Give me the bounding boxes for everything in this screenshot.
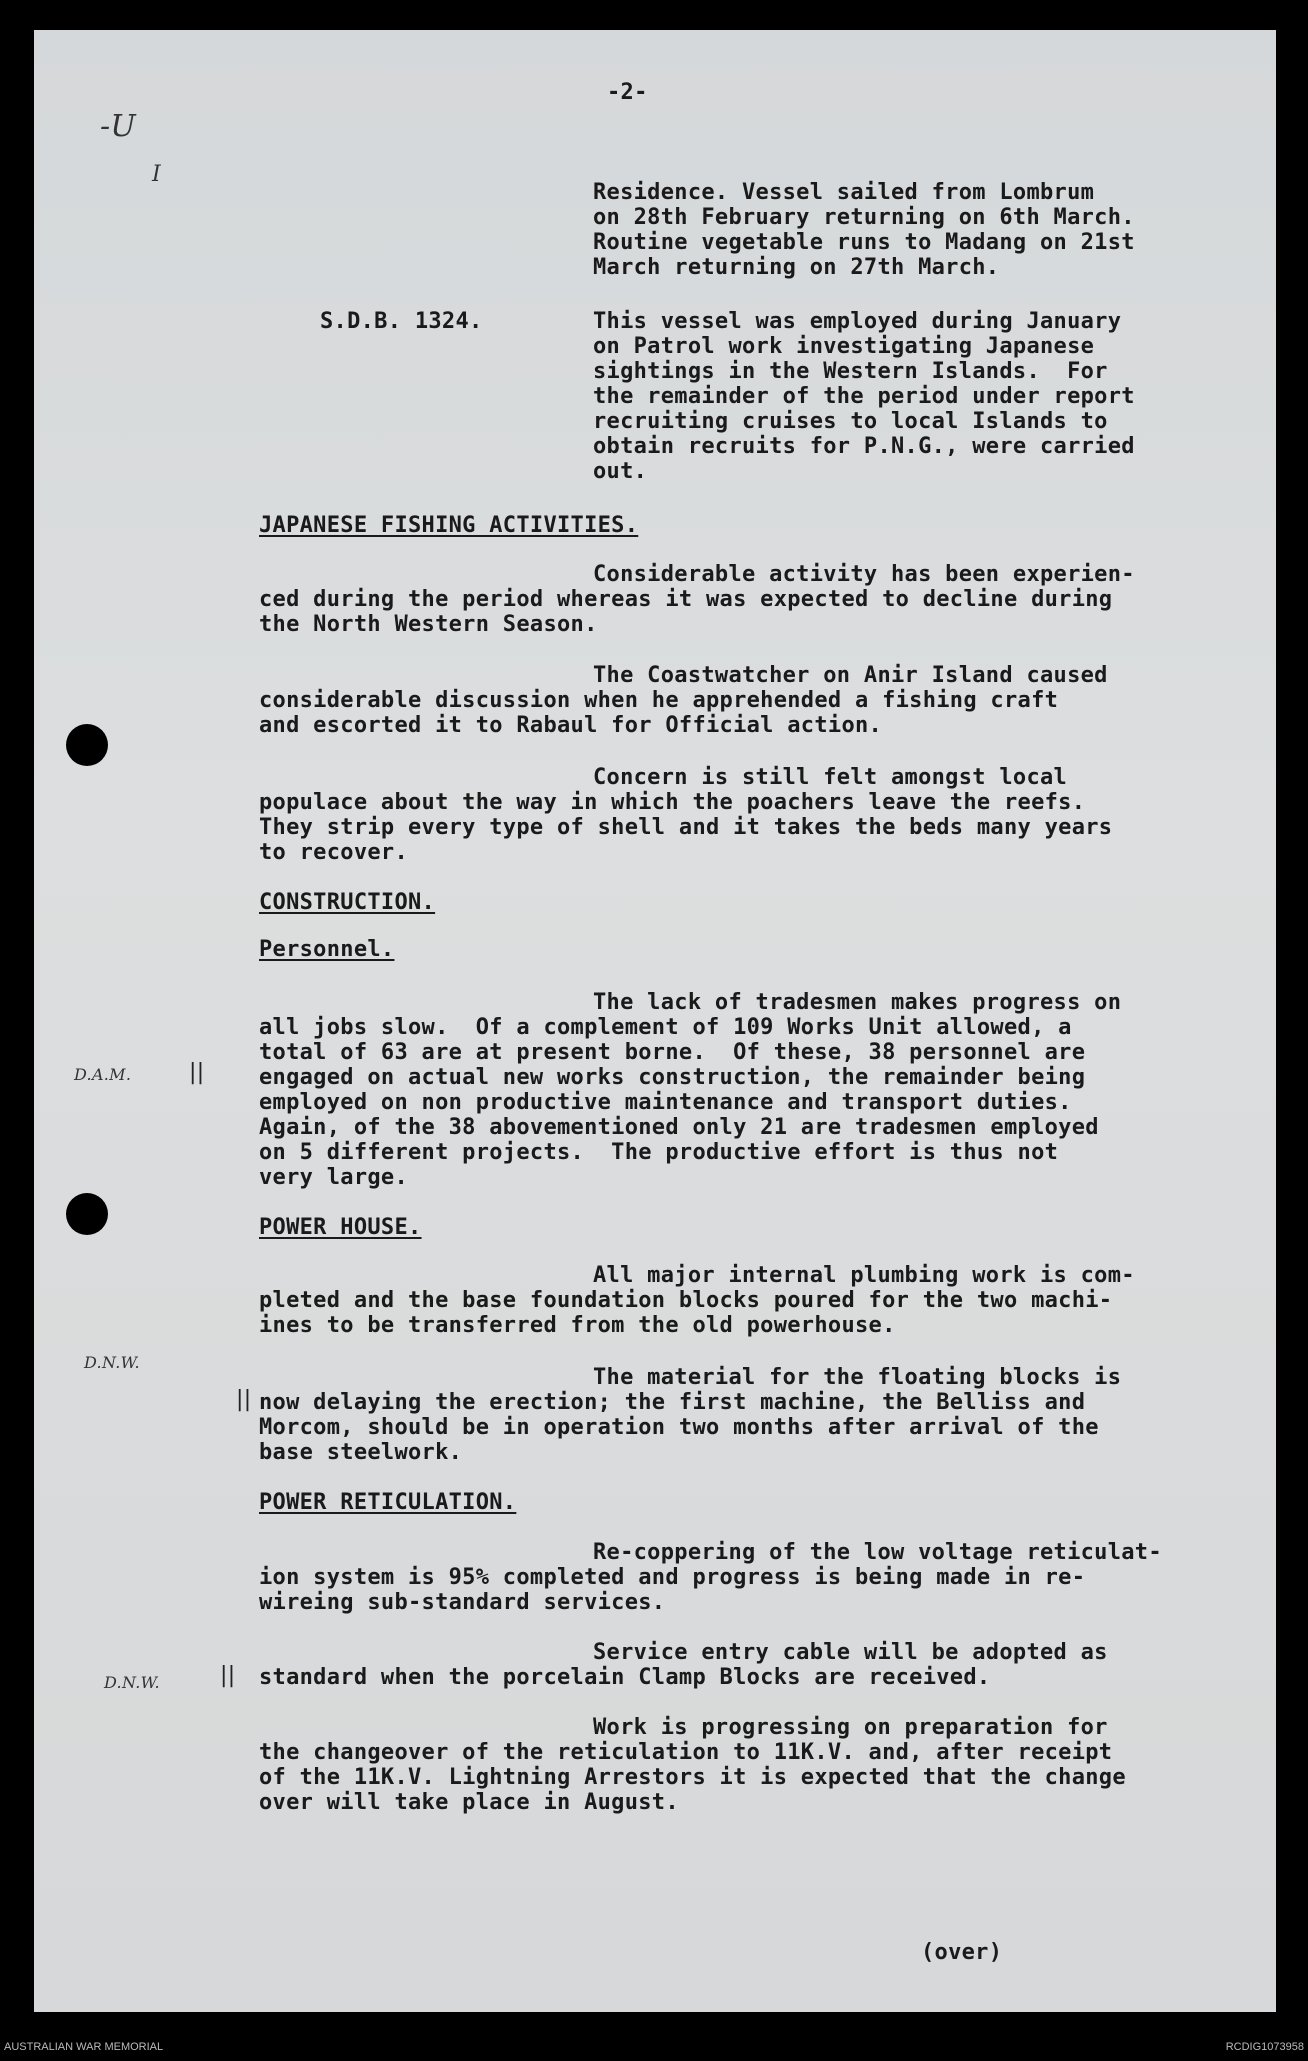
footer-record-id: RCDIG1073958 (1225, 2041, 1304, 2053)
text-line: Concern is still felt amongst local (593, 765, 1068, 790)
text-line: Again, of the 38 abovementioned only 21 are tradesmen employed (259, 1115, 1099, 1140)
footer-archive-name: AUSTRALIAN WAR MEMORIAL (4, 2041, 164, 2053)
section-heading: JAPANESE FISHING ACTIVITIES. (259, 513, 639, 538)
text-line: considerable discussion when he apprehended a fishing craft (259, 688, 1059, 713)
text-line: Considerable activity has been experien- (593, 562, 1135, 587)
text-line: The Coastwatcher on Anir Island caused (593, 663, 1108, 688)
margin-mark-tick: I (152, 162, 161, 187)
text-line: out. (593, 459, 648, 484)
text-line: the North Western Season. (259, 612, 598, 637)
binder-hole-bottom (66, 1193, 108, 1235)
margin-annotation: D.N.W. (84, 1353, 140, 1372)
text-line: very large. (259, 1165, 408, 1190)
margin-mark-top: -U (100, 109, 137, 144)
text-line: sightings in the Western Islands. For (593, 359, 1108, 384)
text-line: They strip every type of shell and it takes the beds many years (259, 815, 1113, 840)
text-line: all jobs slow. Of a complement of 109 Works Unit allowed, a (259, 1015, 1072, 1040)
text-line: on 5 different projects. The productive effort is thus not (259, 1140, 1059, 1165)
text-line: March returning on 27th March. (593, 255, 1000, 280)
text-line: of the 11K.V. Lightning Arrestors it is expected that the change (259, 1765, 1126, 1790)
section-heading: CONSTRUCTION. (259, 890, 436, 915)
text-line: standard when the porcelain Clamp Blocks are received. (259, 1665, 991, 1690)
text-line: and escorted it to Rabaul for Official action. (259, 713, 883, 738)
text-line: on 28th February returning on 6th March. (593, 205, 1135, 230)
text-line: ines to be transferred from the old powerhouse. (259, 1313, 896, 1338)
subsection-heading: Personnel. (259, 937, 395, 962)
section-heading: POWER HOUSE. (259, 1215, 422, 1240)
text-line: total of 63 are at present borne. Of these, 38 personnel are (259, 1040, 1086, 1065)
text-line: the remainder of the period under report (593, 384, 1135, 409)
text-line: on Patrol work investigating Japanese (593, 334, 1095, 359)
document-page (34, 30, 1276, 2012)
margin-annotation: D.A.M. (74, 1065, 132, 1084)
text-line: Work is progressing on preparation for (593, 1715, 1108, 1740)
text-line: the changeover of the reticulation to 11K.V. and, after receipt (259, 1740, 1113, 1765)
section-heading: POWER RETICULATION. (259, 1490, 517, 1515)
margin-bar: || (189, 1060, 205, 1085)
text-line: employed on non productive maintenance and transport duties. (259, 1090, 1072, 1115)
text-line: Service entry cable will be adopted as (593, 1640, 1108, 1665)
text-line: Morcom, should be in operation two months after arrival of the (259, 1415, 1099, 1440)
text-line: wireing sub-standard services. (259, 1590, 666, 1615)
text-line: pleted and the base foundation blocks poured for the two machi- (259, 1288, 1113, 1313)
text-line: ced during the period whereas it was expected to decline during (259, 587, 1113, 612)
text-line: base steelwork. (259, 1440, 463, 1465)
binder-hole-top (66, 724, 108, 766)
text-line: All major internal plumbing work is com- (593, 1263, 1135, 1288)
over-note: (over) (921, 1940, 1003, 1965)
margin-bar: || (236, 1387, 252, 1412)
text-line: over will take place in August. (259, 1790, 679, 1815)
text-line: obtain recruits for P.N.G., were carried (593, 434, 1135, 459)
margin-bar: || (220, 1663, 236, 1688)
text-line: Residence. Vessel sailed from Lombrum (593, 180, 1095, 205)
page-number: -2- (607, 80, 648, 105)
text-line: populace about the way in which the poachers leave the reefs. (259, 790, 1086, 815)
text-line: engaged on actual new works construction, the remainder being (259, 1065, 1086, 1090)
text-line: Re-coppering of the low voltage reticulat- (593, 1540, 1162, 1565)
text-line: Routine vegetable runs to Madang on 21st (593, 230, 1135, 255)
text-line: The material for the floating blocks is (593, 1365, 1122, 1390)
vessel-label: S.D.B. 1324. (320, 309, 483, 334)
text-line: The lack of tradesmen makes progress on (593, 990, 1122, 1015)
text-line: to recover. (259, 840, 408, 865)
text-line: recruiting cruises to local Islands to (593, 409, 1108, 434)
margin-annotation: D.N.W. (104, 1673, 160, 1692)
text-line: This vessel was employed during January (593, 309, 1122, 334)
text-line: ion system is 95% completed and progress is being made in re- (259, 1565, 1086, 1590)
text-line: now delaying the erection; the first machine, the Belliss and (259, 1390, 1086, 1415)
